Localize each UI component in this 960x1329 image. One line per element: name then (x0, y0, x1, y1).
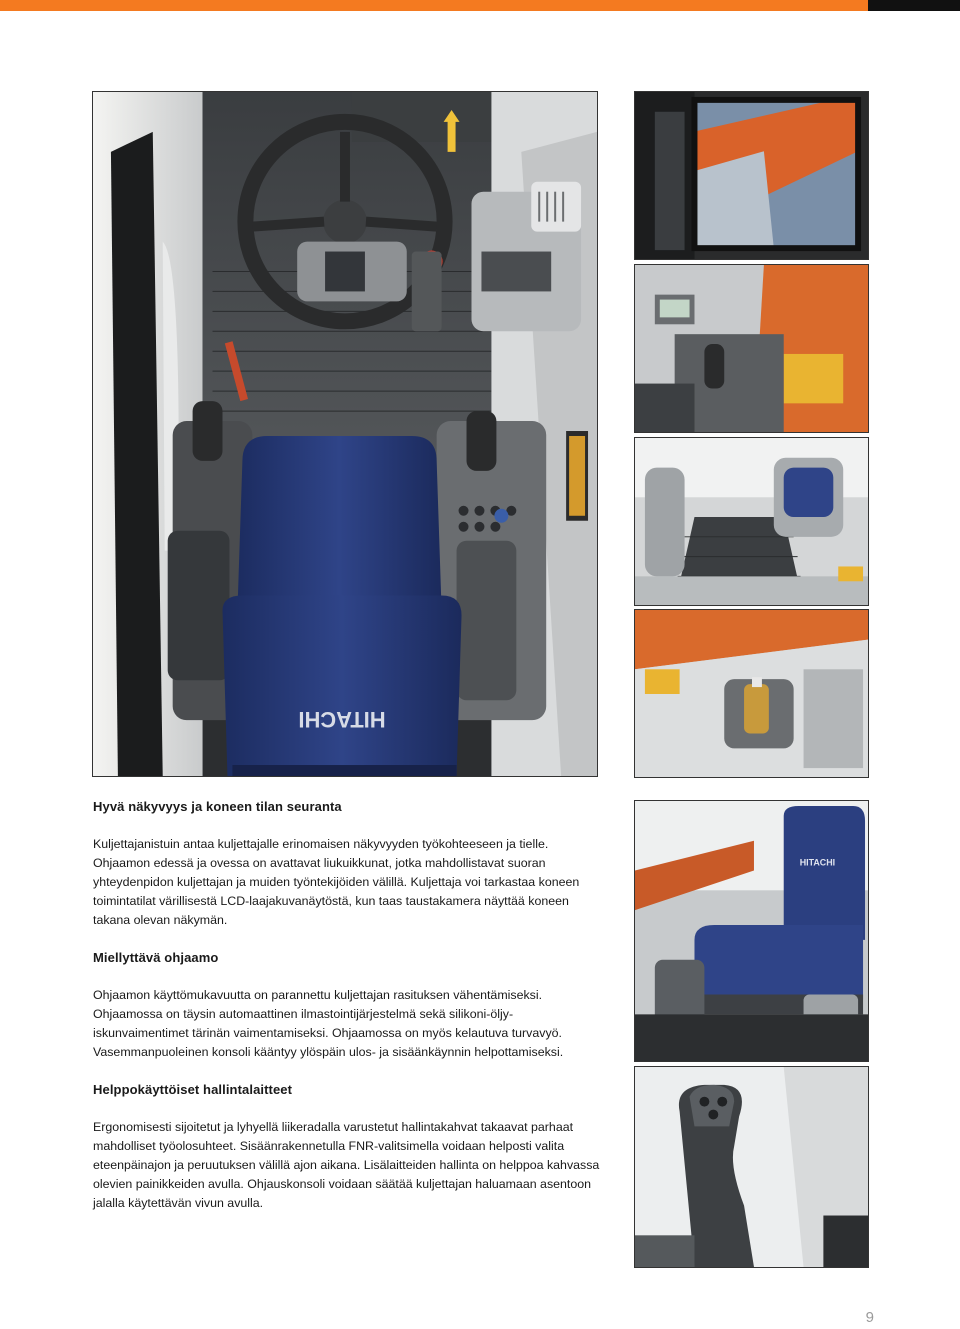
joystick-photo (634, 1066, 869, 1268)
operator-seat-photo (634, 800, 869, 1062)
heading-controls: Helppokäyttöiset hallintalaitteet (93, 1082, 293, 1097)
section-heading-visibility (93, 799, 608, 814)
floor-seat-photo (634, 437, 869, 606)
section-body-cab (93, 986, 608, 1062)
storage-bottle-photo (634, 609, 869, 778)
page-number: 9 (865, 1309, 874, 1326)
body-controls: Ergonomisesti sijoitetut ja lyhyellä liikeradalla varustetut hallintakahvat takaavat parhaat mahdolliset työolosuhteet. Sisäänrakennetulla FNR-valitsimella voidaan helposti valita eteenpäinajon ja peruutuksen välillä ajon aikana. Lisälaitteiden hallinta on helppoa kahvassa olevien painikkeiden avulla. Ohjauskonsoli voidaan säätää kuljettajan haluamaan asentoon jalalla käytettävän vivun avulla. (93, 1120, 600, 1210)
body-cab: Ohjaamon käyttömukavuutta on parannettu kuljettajan rasituksen vähentämiseksi. Ohjaamossa on täysin automaattinen ilmastointijärjestelmä sekä silikoni-öljy-iskunvaimentimet tärinän vaimentamiseksi. Ohjaamossa on myös kelautuva turvavyö. Vasemmanpuoleinen konsoli kääntyy ylöspäin ulos- ja sisäänkäynnin helpottamiseksi. (93, 988, 564, 1059)
body-visibility: Kuljettajanistuin antaa kuljettajalle erinomaisen näkyvyyden työkohteeseen ja tielle. Ohjaamon edessä ja ovessa on avattavat liukuikkunat, jotka mahdollistavat suoran yhteydenpidon kuljettajan ja muiden työntekijöiden välillä. Kuljettaja voi tarkastaa koneen toimintatilat värillisestä LCD-laajakuvanäytöstä, kun taas taustakamera näyttää koneen takana olevan näkymän. (93, 837, 580, 927)
cab-interior-photo (92, 91, 598, 777)
section-body-controls (93, 1118, 608, 1213)
section-heading-controls (93, 1082, 608, 1097)
seat-logo-text: HITACHI (298, 707, 386, 733)
section-heading-cab (93, 950, 608, 965)
top-accent-bar (0, 0, 868, 11)
monitor-console-photo (634, 264, 869, 433)
heading-visibility: Hyvä näkyvyys ja koneen tilan seuranta (93, 799, 342, 814)
top-corner-bar (868, 0, 960, 11)
heading-cab: Miellyttävä ohjaamo (93, 950, 219, 965)
seat-logo-text-2: HITACHI (799, 857, 836, 868)
section-body-visibility (93, 835, 608, 930)
boom-window-photo (634, 91, 869, 260)
